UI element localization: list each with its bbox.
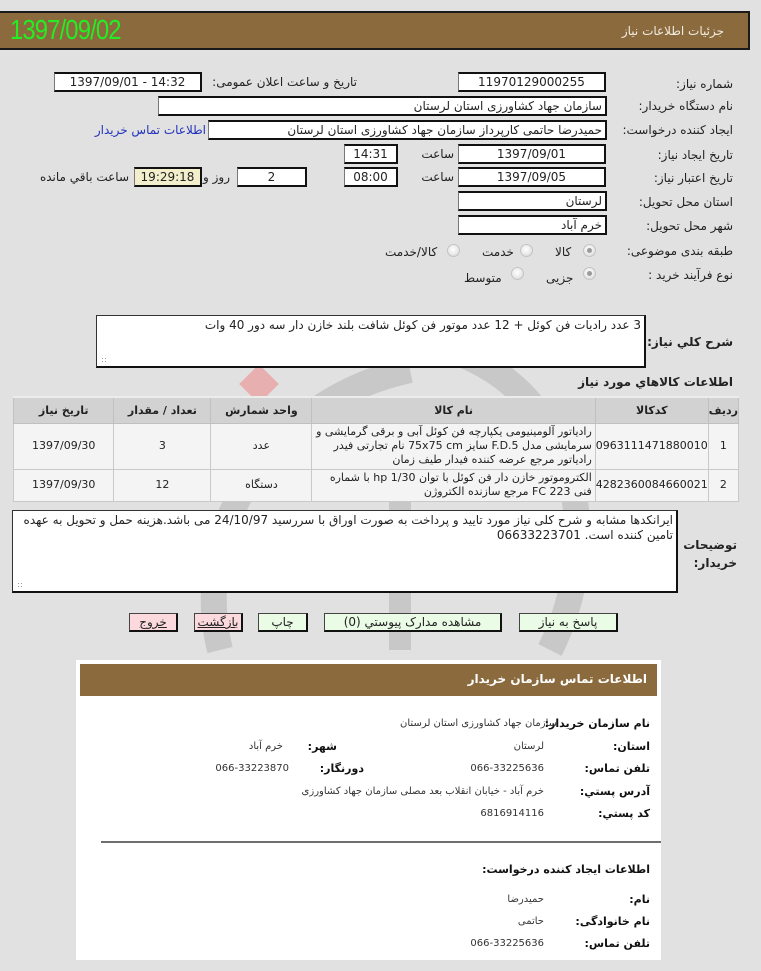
contact-panel-title: اطلاعات تماس سازمان خریدار [467,672,647,686]
purchase-type-option-medium: متوسط [464,271,502,285]
resize-grip-icon[interactable] [101,357,107,363]
delivery-province-field: لرستان [458,191,607,211]
row-qty: 12 [114,469,211,501]
reply-button[interactable]: پاسخ به نیاز [519,613,618,632]
time-remaining-label: ساعت باقي مانده [39,170,129,184]
contact-org-value: سازمان جهاد کشاورزی استان لرستان [400,718,557,729]
goods-table-header [14,397,739,423]
category-option-goods-service: کالا/خدمت [385,245,438,259]
row-name: رادیاتور آلومینیومی یکپارچه فن کوئل آبی و برقی گرمایشی و سرمایشی مدل F.D.5 سایز 75x75 cm نام تجارتی فیدر رادیاتور مرجع عرضه کننده فیدار طیف زمان [312,423,595,469]
delivery-city-field: خرم آباد [458,215,607,235]
buyer-notes-textarea[interactable] [12,510,678,593]
page-title: جزئیات اطلاعات نیاز [621,24,724,38]
contact-panel-header [80,664,657,696]
category-label: طبقه بندی موضوعی: [626,244,733,258]
contact-address-value: خرم آباد - خیابان انقلاب بعد مصلی سازمان جهاد کشاورزی [301,786,544,797]
row-name: الکتروموتور خازن دار فن کوئل با توان 1/30 hp با شماره فنی FC 223 مرجع سازنده الکتروژن [312,469,595,501]
delivery-province-label: استان محل تحویل: [638,195,733,209]
time-remaining-field: 19:29:18 [134,167,202,187]
row-date: 1397/09/30 [14,469,114,501]
view-attachments-button[interactable]: مشاهده مدارک پیوستي (0) [324,613,502,632]
section-divider [101,841,661,843]
contact-phone-value: 066-33225636 [470,763,544,774]
row-index: 2 [708,469,738,501]
col-name: نام کالا [312,397,595,423]
print-button[interactable]: چاپ [258,613,308,632]
goods-table [13,396,739,502]
announce-datetime-field: 1397/09/01 - 14:32 [54,72,202,92]
buyer-notes-text: ایرانکدها مشابه و شرح کلی نیاز مورد تایید و پرداخت به صورت اوراق با سررسید 24/10/97 می باشد.هزینه حمل و تحویل به عهده تامین کننده است. 06633223701 [23,513,673,542]
col-qty: تعداد / مقدار [114,397,211,423]
contact-address-label: آدرس پستي: [579,785,650,798]
valid-time-label: ساعت [421,170,454,184]
col-index: ردیف [708,397,738,423]
category-radio-goods[interactable] [583,244,596,257]
valid-time-field: 08:00 [344,167,398,187]
purchase-type-label: نوع فرآیند خرید : [648,268,733,282]
row-code: 4282360084660021 [595,469,708,501]
requester-field: حمیدرضا حاتمی کارپرداز سازمان جهاد کشاورزی استان لرستان [208,120,607,140]
created-date-field: 1397/09/01 [458,144,606,164]
row-date: 1397/09/30 [14,423,114,469]
contact-province-label: استان: [613,740,650,753]
exit-button[interactable]: خروج [129,613,178,632]
creator-phone-label: تلفن تماس: [584,937,650,950]
contact-city-value: خرم آباد [248,741,283,752]
buyer-org-field: سازمان جهاد کشاورزی استان لرستان [158,96,607,116]
col-code: کدکالا [595,397,708,423]
row-code: 0963111471880010 [595,423,708,469]
days-label: روز و [203,170,230,184]
current-date: 1397/09/02 [10,14,121,45]
announce-datetime-label: تاریخ و ساعت اعلان عمومی: [212,75,357,89]
creator-phone-value: 066-33225636 [470,938,544,949]
back-button[interactable]: بازگشت [194,613,243,632]
row-qty: 3 [114,423,211,469]
contact-postal-value: 6816914116 [480,808,544,819]
contact-phone-label: تلفن تماس: [584,762,650,775]
delivery-city-label: شهر محل تحویل: [646,219,733,233]
table-row [14,469,739,501]
category-option-service: خدمت [482,245,514,259]
buyer-org-label: نام دستگاه خریدار: [638,99,733,113]
resize-grip-icon[interactable] [17,582,23,588]
category-option-goods: کالا [555,245,572,259]
col-unit: واحد شمارش [211,397,312,423]
buyer-contact-link[interactable]: اطلاعات تماس خریدار [94,123,206,137]
creator-first-name-value: حمیدرضا [507,894,544,905]
contact-fax-value: 066-33223870 [215,763,289,774]
contact-fax-label: دورنگار: [319,762,364,775]
created-time-field: 14:31 [344,144,398,164]
description-textarea[interactable] [96,315,646,368]
valid-date-field: 1397/09/05 [458,167,606,187]
row-unit: عدد [211,423,312,469]
buyer-contact-panel [76,660,661,960]
description-label: شرح کلي نیاز: [647,335,733,349]
buyer-notes-label: توضیحات خریدار: [683,538,737,570]
category-radio-service[interactable] [520,244,533,257]
purchase-type-option-minor: جزیی [546,271,574,285]
requester-label: ایجاد کننده درخواست: [622,123,733,137]
row-unit: دستگاه [211,469,312,501]
purchase-type-radio-minor[interactable] [583,267,596,280]
table-row [14,423,739,469]
days-remaining-field: 2 [237,167,307,187]
creator-first-name-label: نام: [629,893,650,906]
contact-org-label: نام سازمان خریدار: [544,717,650,730]
goods-section-title: اطلاعات کالاهاي مورد نیاز [578,375,733,389]
created-date-label: تاریخ ایجاد نیاز: [657,148,733,162]
creator-last-name-label: نام خانوادگی: [575,915,650,928]
category-radio-goods-service[interactable] [447,244,460,257]
created-time-label: ساعت [421,147,454,161]
valid-date-label: تاریخ اعتبار نیاز: [653,171,733,185]
contact-city-label: شهر: [307,740,337,753]
col-date: تاریخ نیاز [14,397,114,423]
contact-province-value: لرستان [513,741,544,752]
creator-section-title: اطلاعات ایجاد کننده درخواست: [482,863,650,876]
page-header-banner [0,11,750,50]
purchase-type-radio-medium[interactable] [511,267,524,280]
need-number-field: 11970129000255 [458,72,606,92]
description-text: 3 عدد رادیات فن کوئل + 12 عدد موتور فن کوئل شافت بلند خازن دار سه دور 40 وات [204,318,641,332]
need-number-label: شماره نیاز: [676,77,733,91]
row-index: 1 [708,423,738,469]
creator-last-name-value: حاتمی [517,916,544,927]
contact-postal-label: کد پستي: [598,807,650,820]
